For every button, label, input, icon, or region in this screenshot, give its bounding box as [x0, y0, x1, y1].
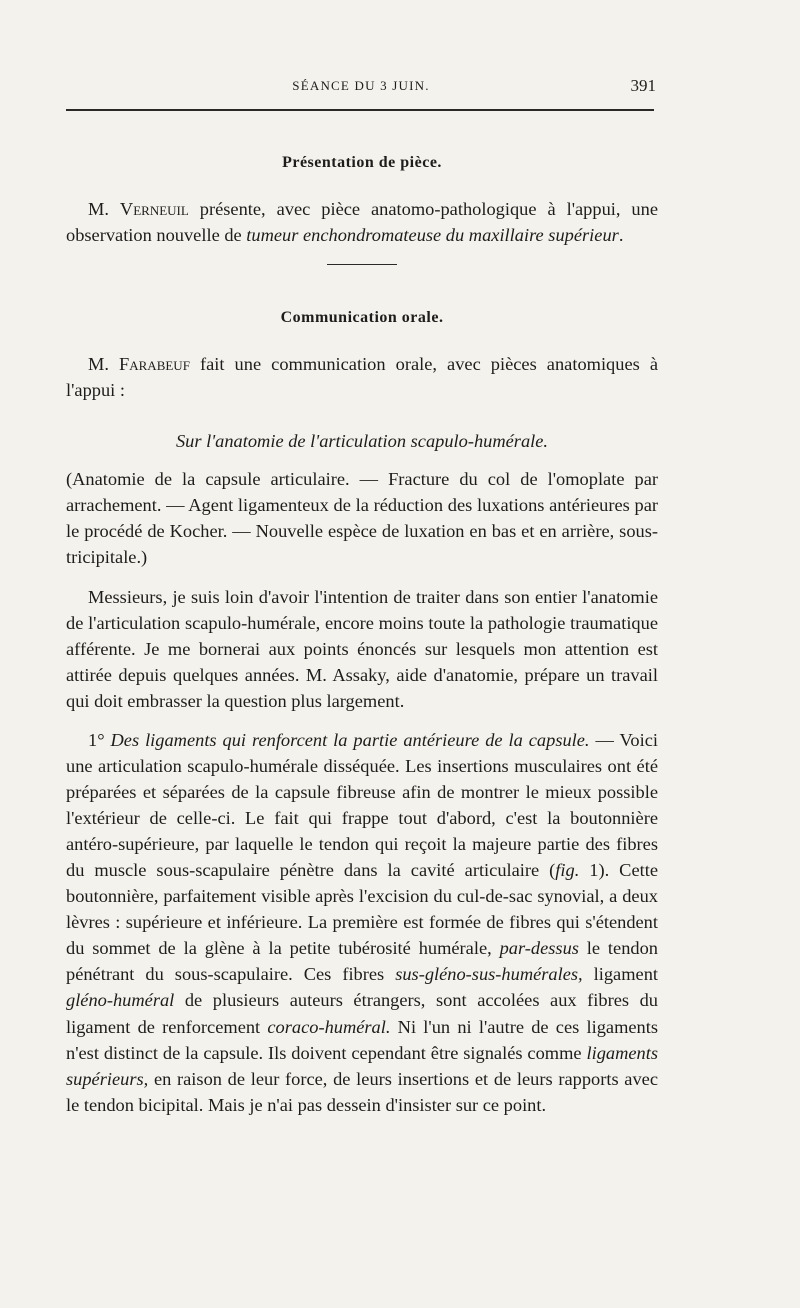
running-title: SÉANCE DU 3 JUIN. — [292, 78, 430, 93]
text-run: — Voici une articulation scapulo-humérale disséquée. Les insertions musculaires ont été préparées et séparées de la capsule fibreuse afin de montrer le mieux possible l'extérieur de celle-ci. Le fait qui frappe tout d'abord, c'est la boutonnière antéro-supérieure, par laquelle le tendon qui reçoit la majeure partie des fibres du muscle sous-scapulaire pénètre dans la cavité articulaire ( — [66, 729, 658, 880]
header-rule — [66, 109, 654, 111]
text-run: Ni l'un ni l'autre de ces ligaments n'est distinct de la capsule. Ils doivent cependant être signalés comme — [66, 1016, 658, 1063]
italic-run: coraco-huméral. — [267, 1016, 391, 1037]
section-title-communication: Communication orale. — [280, 309, 444, 327]
text-run: le tendon pénétrant du sous-scapulaire. Ces fibres — [66, 938, 658, 985]
italic-run: tumeur enchondromateuse du maxillaire supérieur — [246, 225, 619, 246]
author-name-verneuil: Verneuil — [119, 199, 189, 220]
italic-run: gléno-huméral — [66, 990, 175, 1011]
text-run: fait une communication orale, avec pièces anatomiques à l'appui : — [66, 354, 658, 401]
text-run: . — [618, 225, 624, 246]
separator-rule — [327, 264, 397, 265]
paragraph-body-1: Messieurs, je suis loin d'avoir l'intention de traiter dans son entier l'anatomie de l'articulation scapulo-humérale, encore moins toute la pathologie traumatique afférente. Je me bornerai aux points énoncés sur lesquels mon attention est attirée depuis quelques années. M. Assaky, aide d'anatomie, prépare un travail qui doit embrasser la question plus largement. — [66, 587, 658, 712]
communication-summary: (Anatomie de la capsule articulaire. — Fracture du col de l'omoplate par arrachement. — Agent ligamenteux de la réduction des luxations antérieures par le procédé de Kocher. — Nouvelle espèce de luxation en bas et en arrière, sous-tricipitale.) — [66, 468, 658, 567]
monsieur-label: M. — [88, 354, 120, 375]
italic-run: fig. — [555, 859, 580, 880]
paragraph-verneuil — [66, 196, 658, 248]
text-run: 1). Cette boutonnière, parfaitement visible après l'excision du cul-de-sac synovial, a deux lèvres : supérieure et inférieure. La première est formée de fibres qui s'étendent du sommet de la glène à la petite tubérosité humérale, — [66, 859, 658, 959]
section-title-presentation: Présentation de pièce. — [282, 154, 442, 171]
communication-subtitle: Sur l'anatomie de l'articulation scapulo-humérale. — [175, 430, 549, 451]
text-run: de plusieurs auteurs étrangers, sont accolées aux fibres du ligament de renforcement — [66, 990, 658, 1037]
page-number: 391 — [630, 76, 656, 95]
text-run: ligament — [582, 964, 658, 985]
paragraph-body-2 — [66, 727, 658, 1118]
section-number: 1° — [88, 729, 111, 750]
author-name-farabeuf: Farabeuf — [119, 354, 190, 375]
text-run: présente, avec pièce anatomo-pathologique à l'appui, une observation nouvelle de — [66, 199, 658, 246]
italic-run: Des ligaments qui renforcent la partie antérieure de la capsule. — [110, 729, 590, 750]
running-head — [66, 74, 656, 104]
paragraph-farabeuf — [66, 351, 658, 403]
italic-run: sus-gléno-sus-humérales, — [395, 964, 583, 985]
italic-run: ligaments supérieurs, — [66, 1042, 658, 1089]
text-run: en raison de leur force, de leurs insertions et de leurs rapports avec le tendon bicipital. Mais je n'ai pas dessein d'insister sur ce point. — [66, 1068, 658, 1115]
italic-run: par-dessus — [499, 938, 579, 959]
monsieur-label: M. — [88, 199, 120, 220]
text-block — [66, 150, 658, 1118]
